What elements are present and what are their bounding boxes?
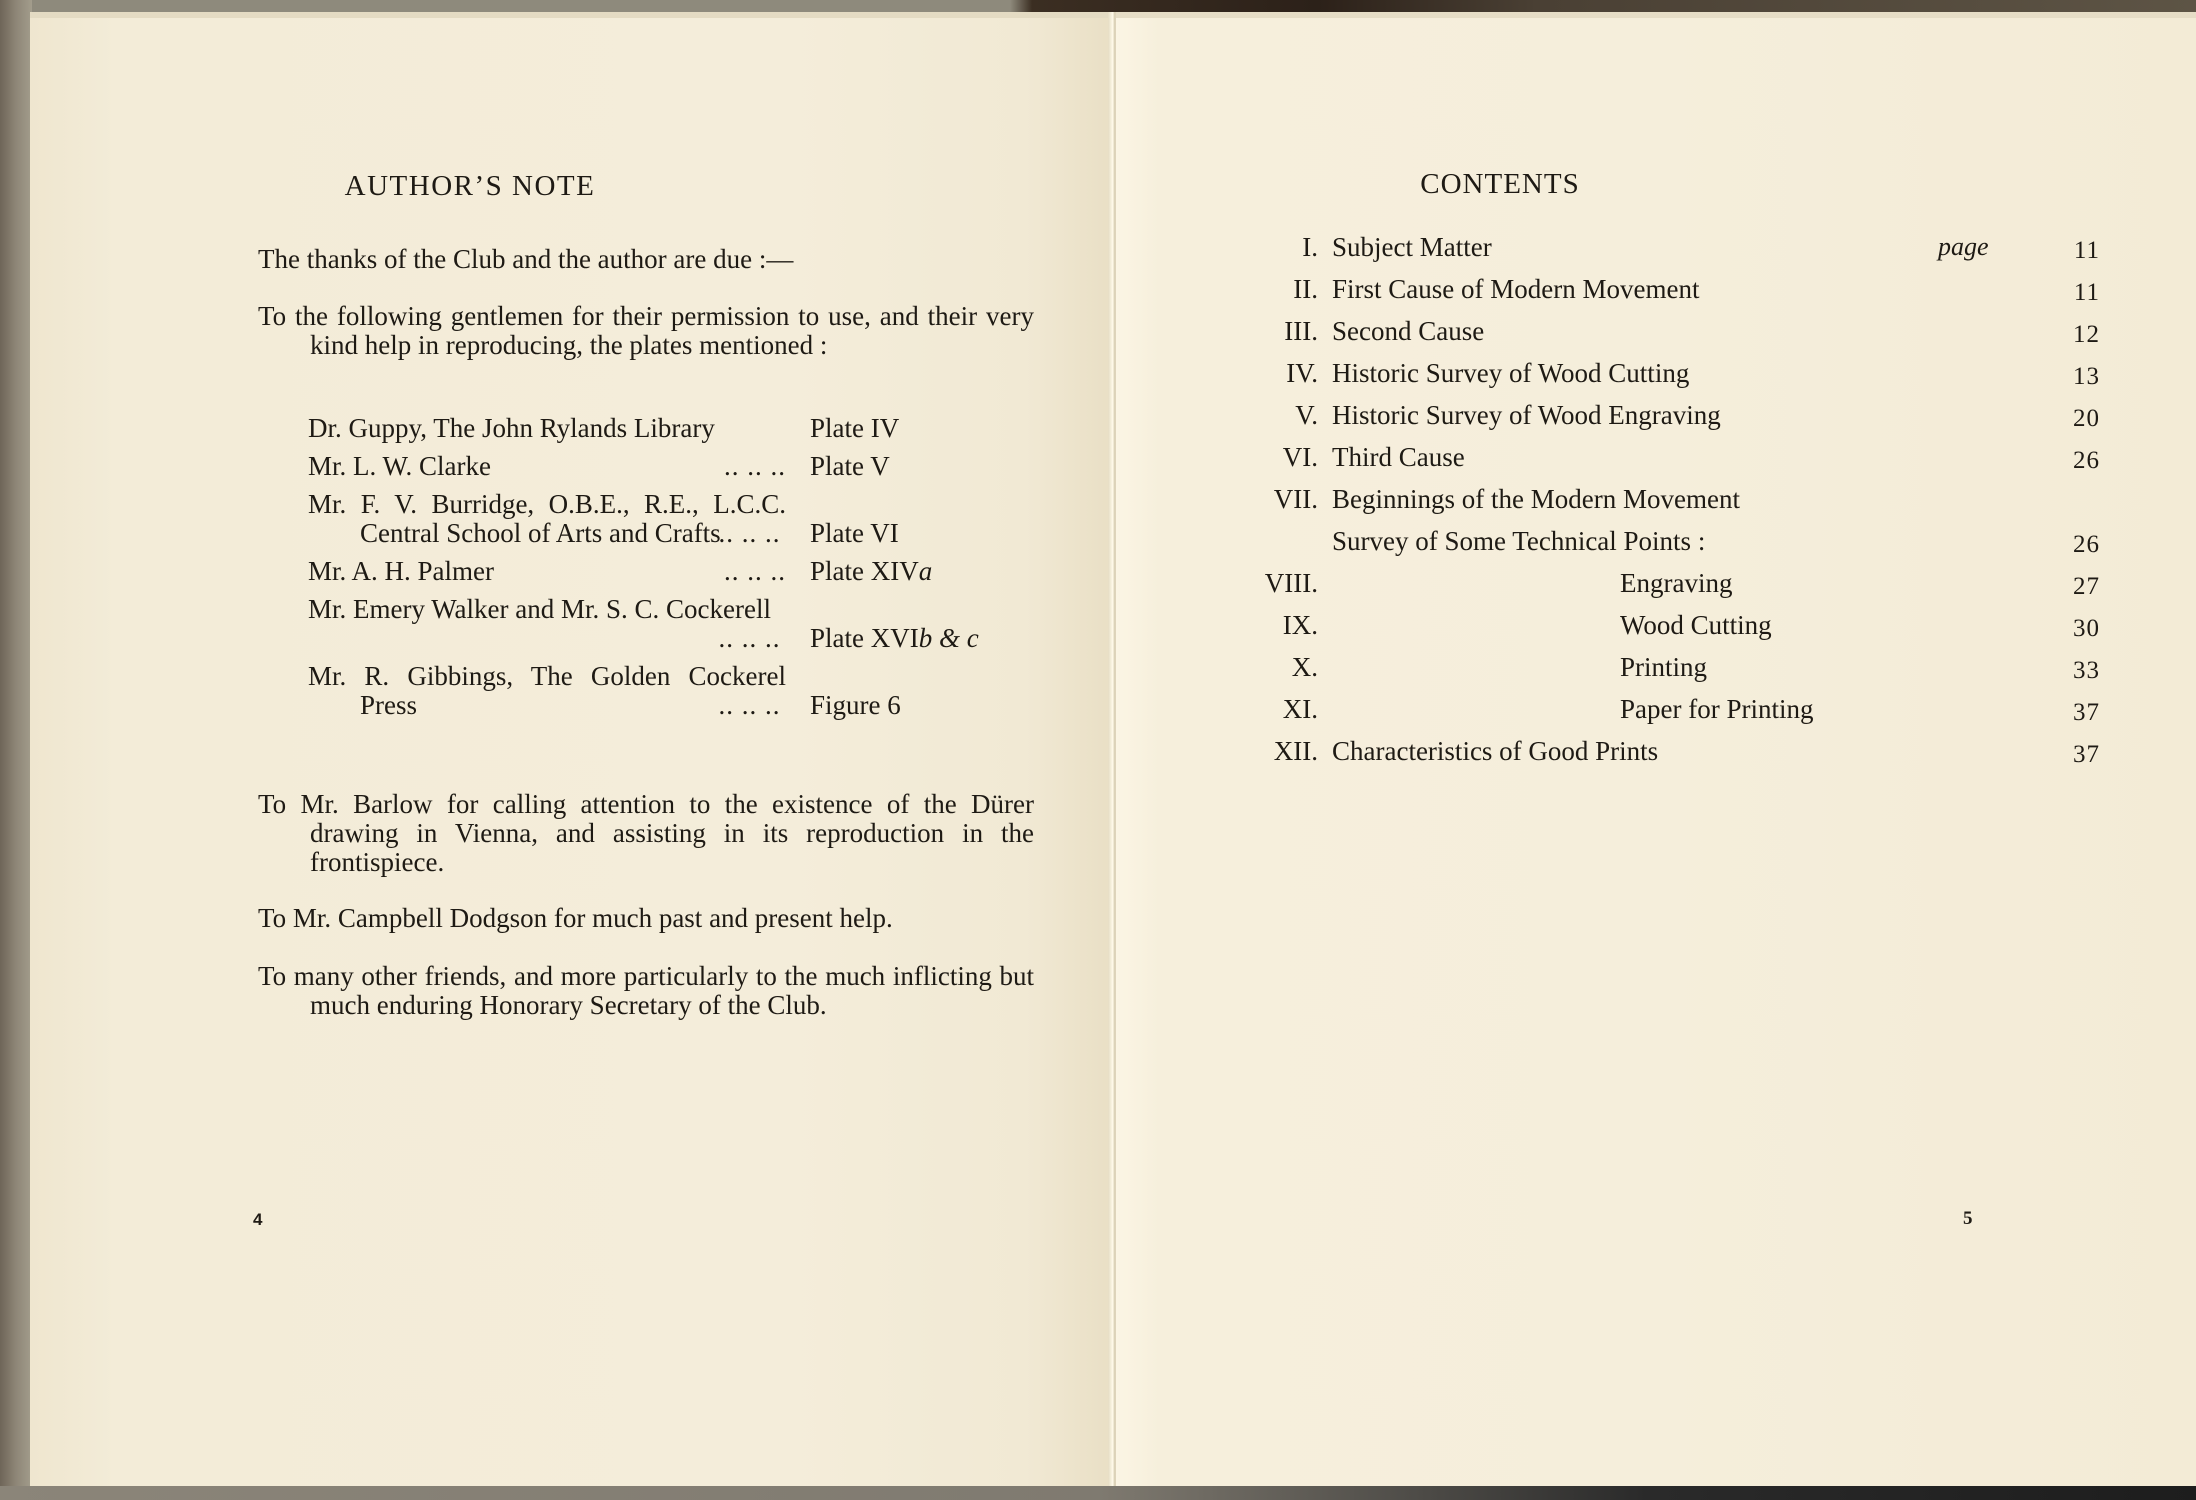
toc-entry-title: Survey of Some Technical Points : [1332,526,1706,556]
toc-entry-page: 30 [2073,615,2100,642]
toc-entry-page: 37 [2073,741,2100,768]
toc-entry-number: X. [1291,652,1318,682]
page-number-left: 4 [253,1210,263,1229]
toc-entry-title: Engraving [1620,568,1733,598]
contents-heading: CONTENTS [1420,168,1580,200]
credit-plate-text: Plate VI [810,518,899,548]
toc-entry-page: 27 [2073,573,2100,600]
credit-name-text: Mr. A. H. Palmer [308,556,494,586]
credit-row [308,557,1028,586]
toc-entry-title: Characteristics of Good Prints [1332,736,1659,766]
toc-entry [1186,226,2100,268]
credit-plate-text: Plate XVI [810,623,919,653]
book-cover-left-edge [0,0,32,1500]
toc-entry-page: 20 [2073,405,2100,432]
credit-plate [810,691,901,720]
plate-credits-list [308,414,1028,729]
toc-entry-title: Printing [1620,652,1708,682]
toc-entry [1186,394,2100,436]
credit-name-text: Mr. Emery Walker and Mr. S. C. Cockerell [308,594,771,624]
credit-row [308,490,1028,548]
credit-name-text: Mr. R. Gibbings, The Golden Cockerel Press [308,661,786,720]
toc-entry-number: XI. [1282,694,1318,724]
credit-plate [810,519,899,548]
toc-entry-title: Third Cause [1332,442,1465,472]
toc-entry-number: V. [1295,400,1318,430]
toc-entry [1186,520,2100,562]
credit-leaders: .. .. .. [718,690,781,720]
toc-entry [1186,478,2100,520]
toc-entry [1186,310,2100,352]
toc-entry-title: Second Cause [1332,316,1485,346]
toc-entry-number: VI. [1282,442,1318,472]
toc-page-label: page [1938,232,1989,261]
toc-entry-number: III. [1284,316,1318,346]
acknowledgement-paragraph-barlow: To Mr. Barlow for calling attention to the existence of the Dürer drawing in Vienna, and assisting in its reproduction in the frontispiece. [258,789,1034,877]
credit-plate-suffix: a [918,556,933,586]
book-cover-bottom-edge [0,1486,2196,1500]
toc-entry-title: Historic Survey of Wood Engraving [1332,400,1721,430]
toc-entry-page: 26 [2073,531,2100,558]
authors-note-intro: The thanks of the Club and the author are due :— [258,244,794,274]
toc-entry-number: II. [1293,274,1318,304]
right-page [1116,12,2196,1486]
toc-entry [1186,604,2100,646]
toc-entry-title: Paper for Printing [1620,694,1814,724]
credit-name-text: Dr. Guppy, The John Rylands Library [308,413,715,443]
credit-row [308,452,1028,481]
credit-leaders: .. .. .. [718,623,781,653]
credit-plate-text: Plate XIV [810,556,919,586]
credit-plate-text: Figure 6 [810,690,901,720]
credit-row [308,662,1028,720]
toc-entry-number: XII. [1273,736,1318,766]
toc-entry-page: 13 [2073,363,2100,390]
credit-name [308,557,786,586]
toc-entry [1186,562,2100,604]
toc-entry-title: Historic Survey of Wood Cutting [1332,358,1690,388]
credit-plate [810,414,899,443]
credit-plate-text: Plate IV [810,413,900,443]
toc-entry-page: 33 [2073,657,2100,684]
toc-entry-number: IV. [1286,358,1318,388]
credit-leaders: .. .. .. [724,451,786,481]
credit-row [308,595,1028,653]
toc-entry-number: IX. [1282,610,1318,640]
credit-name [308,490,786,548]
authors-note-heading: AUTHOR’S NOTE [344,170,596,202]
credit-plate [810,557,932,586]
toc-entry-number: I. [1302,232,1318,262]
acknowledgement-paragraph-plates: To the following gentlemen for their permission to use, and their very kind help in reproducing, the plates mentioned : [258,301,1034,360]
credit-name-text: Mr. L. W. Clarke [308,451,491,481]
toc-entry [1186,646,2100,688]
credit-leaders: .. .. .. [724,556,786,586]
credit-name [308,662,786,720]
toc-entry [1186,688,2100,730]
credit-name-text: Mr. F. V. Burridge, O.B.E., R.E., L.C.C. Central School of Arts and Crafts [308,489,786,548]
toc-entry-number: VIII. [1264,568,1318,598]
toc-entry-number: VII. [1273,484,1318,514]
toc-entry-page: 37 [2073,699,2100,726]
toc-entry [1186,352,2100,394]
table-of-contents [1186,226,2100,772]
credit-leaders: .. .. .. [718,518,781,548]
credit-plate [810,452,890,481]
toc-entry [1186,436,2100,478]
page-number-right: 5 [1963,1208,1973,1229]
toc-entry [1186,268,2100,310]
left-page [30,12,1112,1486]
toc-entry-page: 11 [2073,237,2100,264]
toc-entry-title: First Cause of Modern Movement [1332,274,1700,304]
credit-plate-suffix: b & c [918,623,979,653]
toc-entry-title: Beginnings of the Modern Movement [1332,484,1740,514]
toc-entry [1186,730,2100,772]
toc-entry-title: Wood Cutting [1620,610,1772,640]
credit-name [308,414,786,443]
toc-entry-page: 26 [2073,447,2100,474]
credit-name [308,595,786,653]
toc-entry-page: 12 [2073,321,2100,348]
toc-entry-page: 11 [2073,279,2100,306]
credit-row [308,414,1028,443]
credit-plate [810,624,979,653]
acknowledgement-paragraph-friends: To many other friends, and more particularly to the much inflicting but much enduring Honorary Secretary of the Club. [258,961,1034,1020]
credit-plate-text: Plate V [810,451,890,481]
acknowledgement-paragraph-dodgson: To Mr. Campbell Dodgson for much past and present help. [258,903,893,933]
credit-name [308,452,786,481]
toc-entry-title: Subject Matter [1332,232,1492,262]
